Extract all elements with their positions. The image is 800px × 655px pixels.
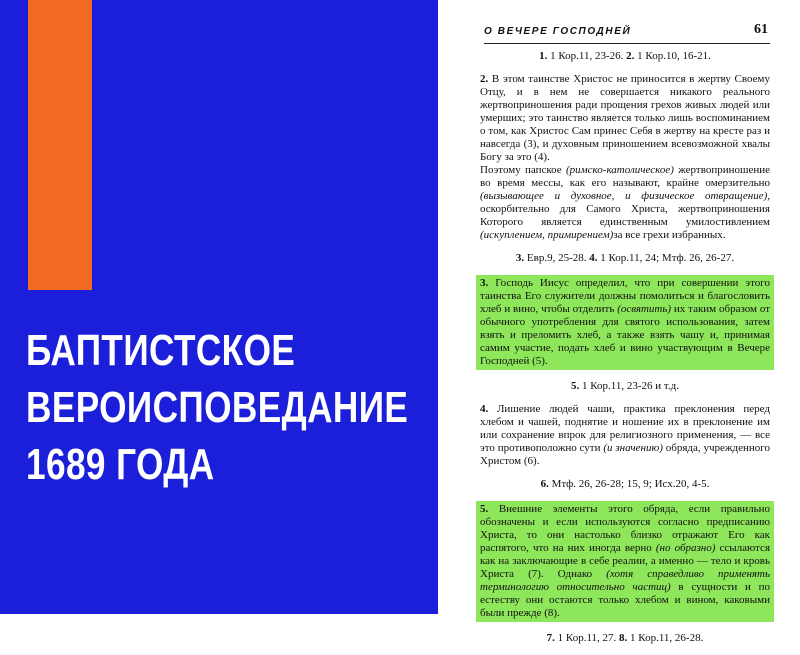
header-rule [484,43,770,44]
cover-title-line-3: 1689 ГОДА [26,440,215,489]
cover-accent-bar [28,0,92,290]
book-page [458,0,800,644]
footnote-refs-5: 7. 1 Кор.11, 27. 8. 1 Кор.11, 26-28. [546,632,704,644]
cover-title-line-1: БАПТИСТСКОЕ [26,326,296,375]
cover-title-line-2: ВЕРОИСПОВЕДАНИЕ [26,383,409,432]
page-number: 61 [754,22,768,37]
cover-title [26,322,409,493]
footnote-refs-2: 3. Евр.9, 25-28. 4. 1 Кор.11, 24; Мтф. 26, 26-27. [515,252,735,264]
paragraph-3-highlighted: 3. Господь Иисус определил, что при совершении этого таинства Его служители должны помолиться и благословить хлеб и вино, чтобы отделить (освятить) их таким образом от обычного употребления для святого использования, затем взять и преломить хлеб, а также взять чашу и, принимая самим участие, подать хлеб и вино участвующим в Вечере Господней (5). [476,275,774,370]
paragraph-4: 4. Лишение людей чаши, практика преклонения перед хлебом и чашей, поднятие и ношение их в преклонение им или сохранение впрок для религиозного применения, — все это противоположно сути (и значению) обряда, учрежденного Христом (6). [480,403,770,467]
running-head: О ВЕЧЕРЕ ГОСПОДНЕЙ [484,26,632,37]
paragraph-5-highlighted: 5. Внешние элементы этого обряда, если правильно обозначены и если используются согласно предписанию Христа, то они настолько близко отражают Его как распятого, что на них иногда верно (но образно) ссылаются как на заключающие в себе реалии, а именно — тело и кровь Христа (7). Однако (хотя справедливо применять терминологию относительно частиц) в сущности и по естеству они остаются только хлебом и вином, каковыми были прежде (8). [476,501,774,622]
page-body [480,50,770,655]
paragraph-2: 2. В этом таинстве Христос не приносится в жертву Своему Отцу, и в нем не совершается никакого реального жертвоприношения ради прощения грехов живых людей или умерших; это таинство является только лишь воспоминанием о том, как Христос Сам принес Себя в жертву на кресте раз и навсегда (3), и духовным приношением всевозможной хвалы Богу за это (4). Поэтому папское (римско-католическое) жертвоприношение во время мессы, как его называют, крайне омерзительно (вызывающее и духовное, и физическое отвращение), оскорбительно для Самого Христа, жертвоприношения Которого является единственным умилостивлением (искуплением, примирением)за все грехи избранных. [480,73,770,241]
footnote-refs-4: 6. Мтф. 26, 26-28; 15, 9; Исх.20, 4-5. [540,478,710,490]
footnote-refs-3: 5. 1 Кор.11, 23-26 и т.д. [570,380,679,392]
footnote-refs-1: 1. 1 Кор.11, 23-26. 2. 1 Кор.10, 16-21. [539,50,711,62]
